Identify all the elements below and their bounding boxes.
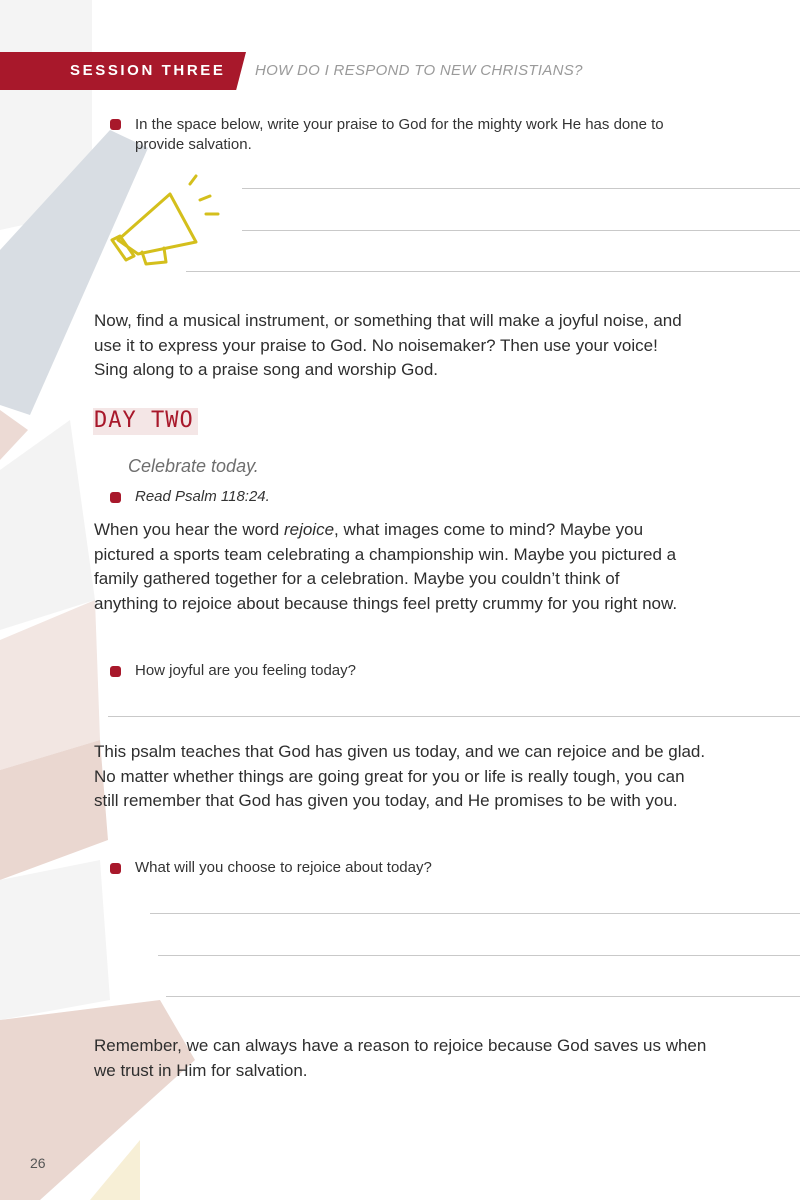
paragraph-instrument: Now, find a musical instrument, or something that will make a joyful noise, and use it to express your praise to God. No noisemaker? Then use your voice! Sing along to a praise song and worship God. [94, 311, 682, 379]
bullet-icon [110, 863, 121, 874]
session-label: SESSION THREE [70, 62, 226, 79]
paragraph-rejoice-start: When you hear the word [94, 520, 284, 539]
prompt-praise: In the space below, write your praise to God for the mighty work He has done to provide salvation. [135, 116, 664, 153]
paragraph-rejoice-end: , what images come to mind? Maybe you pictured a sports team celebrating a championship win. Maybe you pictured a family gathered together for a celebration. Maybe you couldn’t think of anything to rejoice about because things feel pretty crummy for you right now. [94, 520, 678, 613]
day-heading: DAY TWO [93, 408, 198, 435]
paragraph-rejoice [94, 518, 684, 616]
page-number: 26 [30, 1155, 46, 1171]
answer-line[interactable] [166, 996, 800, 997]
bullet-icon [110, 666, 121, 677]
megaphone-icon [108, 172, 228, 272]
rejoice-emphasis: rejoice [283, 520, 335, 539]
answer-line[interactable] [150, 913, 800, 914]
bullet-icon [110, 492, 121, 503]
paragraph-psalm: This psalm teaches that God has given us today, and we can rejoice and be glad. No matter whether things are going great for you or life is really tough, you can still remember that God has given you today, and He promises to be with you. [94, 742, 706, 810]
celebrate-subheading: Celebrate today. [128, 456, 259, 476]
bullet-icon [110, 119, 121, 130]
session-subtitle: HOW DO I RESPOND TO NEW CHRISTIANS? [255, 62, 583, 79]
answer-line[interactable] [108, 716, 800, 717]
answer-line[interactable] [158, 955, 800, 956]
paragraph-remember: Remember, we can always have a reason to rejoice because God saves us when we trust in Him for salvation. [94, 1036, 707, 1080]
prompt-choose: What will you choose to rejoice about today? [135, 859, 432, 876]
answer-line[interactable] [242, 188, 800, 189]
read-instruction: Read Psalm 118:24. [135, 488, 270, 505]
answer-line[interactable] [186, 271, 800, 272]
prompt-joyful: How joyful are you feeling today? [135, 662, 356, 679]
answer-line[interactable] [242, 230, 800, 231]
